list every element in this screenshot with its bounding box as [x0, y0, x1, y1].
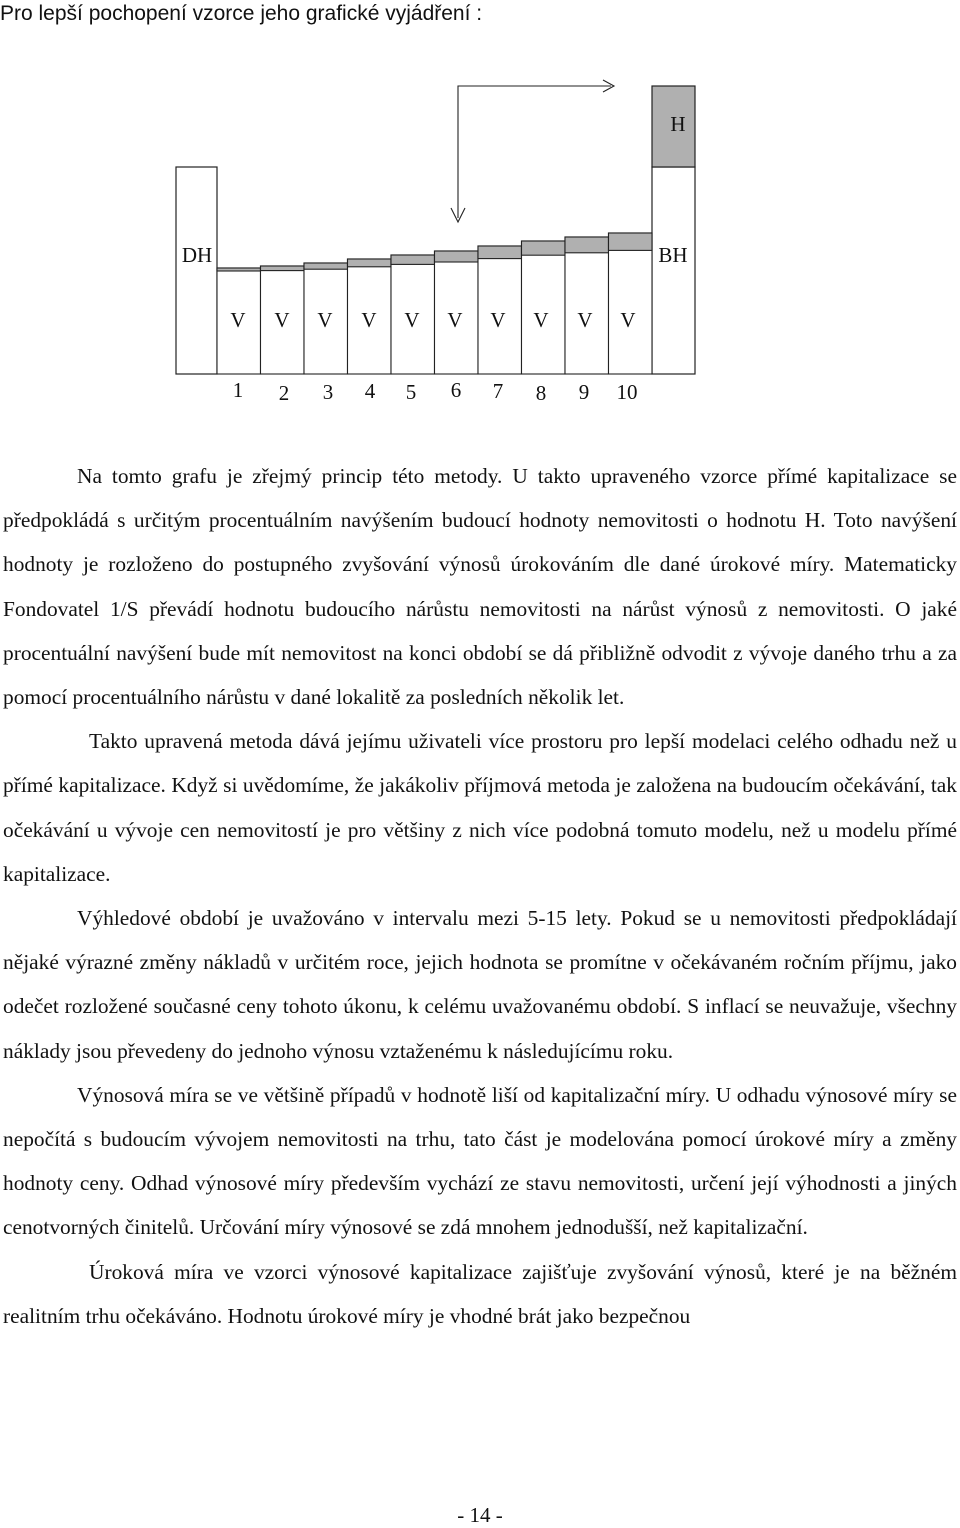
- period-label-5: 5: [405, 380, 417, 404]
- body-text: [3, 454, 957, 1338]
- paragraph-3: Výhledové období je uvažováno v intervalu mezi 5-15 lety. Pokud se u nemovitosti předpokládají nějaké výrazné změny nákladů v určitém roce, jejich hodnota se promítne v očekávaném ročním příjmu, jako odečet rozložené současné ceny tohoto úkonu, k celému uvažovanému období. S inflací se neuvažuje, všechny náklady jsou převedeny do jednoho výnosu vztaženému k následujícímu roku.: [3, 906, 957, 1063]
- bars-layer: [176, 80, 695, 374]
- dh-column: [176, 167, 217, 374]
- h-label: H: [670, 112, 686, 136]
- v-bar-increment-7: [478, 246, 522, 259]
- paragraph-1: Na tomto grafu je zřejmý princip této metody. U takto upraveného vzorce přímé kapitalizace se předpokládá s určitým procentuálním navýšením budoucí hodnoty nemovitosti o hodnotu H. Toto navýšení hodnoty je rozloženo do postupného zvyšování výnosů úrokováním dle dané úrokové míry. Matematicky Fondovatel 1/S převádí hodnotu budoucího nárůstu nemovitosti na nárůst výnosů z nemovitosti. O jaké procentuální navýšení bude mít nemovitost na konci období se dá přibližně odvodit z vývoje daného trhu a za pomocí procentuálního nárůstu v dané lokalitě za posledních několik let.: [3, 464, 957, 710]
- v-bar-increment-3: [304, 263, 348, 269]
- dh-label: DH: [181, 243, 213, 267]
- period-label-7: 7: [492, 379, 504, 403]
- period-label-4: 4: [364, 379, 376, 403]
- v-bar-increment-8: [522, 241, 566, 255]
- v-label-9: V: [577, 308, 593, 332]
- capitalization-diagram: [0, 0, 960, 420]
- v-label-2: V: [274, 308, 290, 332]
- period-label-6: 6: [450, 378, 462, 402]
- v-bar-increment-9: [565, 237, 609, 253]
- v-bar-increment-1: [217, 268, 261, 271]
- v-bar-9: [565, 237, 609, 374]
- v-bar-increment-5: [391, 255, 435, 264]
- paragraph-5: Úroková míra ve vzorci výnosové kapitalizace zajišťuje zvyšování výnosů, které je na běžném realitním trhu očekáváno. Hodnotu úrokové míry je vhodné brát jako bezpečnou: [3, 1259, 957, 1328]
- bh-column: [652, 167, 695, 374]
- v-label-8: V: [533, 308, 549, 332]
- period-label-10: 10: [616, 380, 638, 404]
- v-bar-increment-10: [609, 233, 653, 250]
- v-label-3: V: [317, 308, 333, 332]
- paragraph-4: Výnosová míra se ve většině případů v hodnotě liší od kapitalizační míry. U odhadu výnosové míry se nepočítá s budoucím vývojem nemovitosti na trhu, tato část je modelována pomocí úrokové míry a změny hodnoty ceny. Odhad výnosové míry především vychází ze stavu nemovitosti, určení její výhodnosti a jiných cenotvorných činitelů. Určování míry výnosové se zdá mnohem jednodušší, než kapitalizační.: [3, 1082, 957, 1240]
- v-bar-increment-4: [348, 259, 392, 267]
- period-label-1: 1: [232, 378, 244, 402]
- period-label-3: 3: [322, 380, 334, 404]
- v-label-5: V: [404, 308, 420, 332]
- period-label-8: 8: [535, 381, 547, 405]
- v-label-6: V: [447, 308, 463, 332]
- intro-heading: Pro lepší pochopení vzorce jeho grafické vyjádření :: [0, 2, 483, 25]
- page-number: - 14 -: [457, 1503, 503, 1527]
- period-label-9: 9: [578, 380, 590, 404]
- v-bar-10: [609, 233, 653, 374]
- transfer-arrow-line: [458, 86, 611, 218]
- v-label-7: V: [490, 308, 506, 332]
- v-label-1: V: [230, 308, 246, 332]
- v-label-10: V: [620, 308, 636, 332]
- paragraph-2: Takto upravená metoda dává jejímu uživateli více prostoru pro lepší modelaci celého odhadu než u přímé kapitalizace. Když si uvědomíme, že jakákoliv příjmová metoda je založena na budoucím očekávání, tak očekávání u vývoje cen nemovitostí je pro většiny z nich více podobná tomuto modelu, než u modelu přímé kapitalizace.: [3, 729, 957, 886]
- bh-label: BH: [658, 243, 688, 267]
- v-label-4: V: [361, 308, 377, 332]
- period-label-2: 2: [278, 381, 290, 405]
- v-bar-increment-6: [435, 251, 479, 262]
- v-bar-increment-2: [261, 266, 305, 271]
